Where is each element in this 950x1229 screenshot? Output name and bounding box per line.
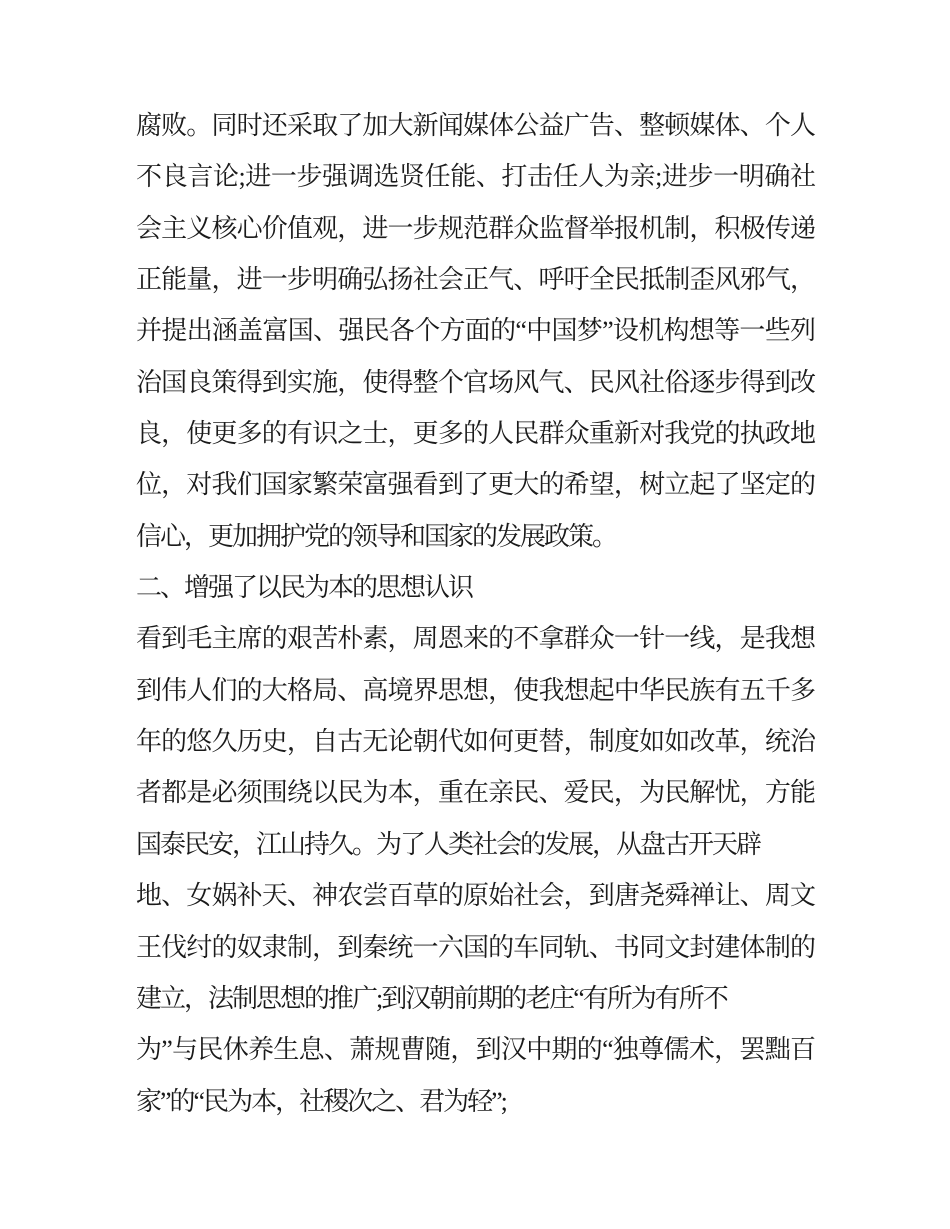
text-line: 到伟人们的大格局、高境界思想，使我想起中华民族有五千多 [136, 675, 814, 705]
text-line: 家”的“民为本，社稷次之、君为轻”; [136, 1086, 506, 1116]
text-line: 王伐纣的奴隶制，到秦统一六国的车同轨、书同文封建体制的 [136, 932, 814, 962]
text-line: 正能量，进一步明确弘扬社会正气、呼吁全民抵制歪风邪气， [136, 265, 814, 295]
text-line: 治国良策得到实施，使得整个官场风气、民风社俗逐步得到改 [136, 367, 814, 397]
text-line: 者都是必须围绕以民为本，重在亲民、爱民，为民解忧，方能 [136, 778, 814, 808]
text-line: 会主义核心价值观，进一步规范群众监督举报机制，积极传递 [136, 213, 814, 243]
text-line: 年的悠久历史，自古无论朝代如何更替，制度如如改革，统治 [136, 727, 814, 757]
text-line: 建立，法制思想的推广;到汉朝前期的老庄“有所为有所不 [136, 983, 727, 1013]
text-line: 国泰民安，江山持久。为了人类社会的发展，从盘古开天辟 [136, 829, 761, 859]
text-line: 位，对我们国家繁荣富强看到了更大的希望，树立起了坚定的 [136, 470, 814, 500]
text-line: 并提出涵盖富国、强民各个方面的“中国梦”设机构想等一些列 [136, 316, 814, 346]
text-line: 信心，更加拥护党的领导和国家的发展政策。 [136, 521, 617, 551]
text-line: 地、女娲补天、神农尝百草的原始社会，到唐尧舜禅让、周文 [136, 881, 814, 911]
section-heading: 二、增强了以民为本的思想认识 [136, 573, 473, 603]
text-line: 看到毛主席的艰苦朴素，周恩来的不拿群众一针一线，是我想 [136, 624, 814, 654]
document-body [136, 100, 814, 1127]
text-line: 腐败。同时还采取了加大新闻媒体公益广告、整顿媒体、个人 [136, 111, 814, 140]
text-line: 为”与民休养生息、萧规曹随，到汉中期的“独尊儒术，罢黜百 [136, 1035, 814, 1065]
text-line: 不良言论;进一步强调选贤任能、打击任人为亲;进步一明确社 [136, 162, 814, 192]
text-line: 良，使更多的有识之士，更多的人民群众重新对我党的执政地 [136, 419, 814, 449]
